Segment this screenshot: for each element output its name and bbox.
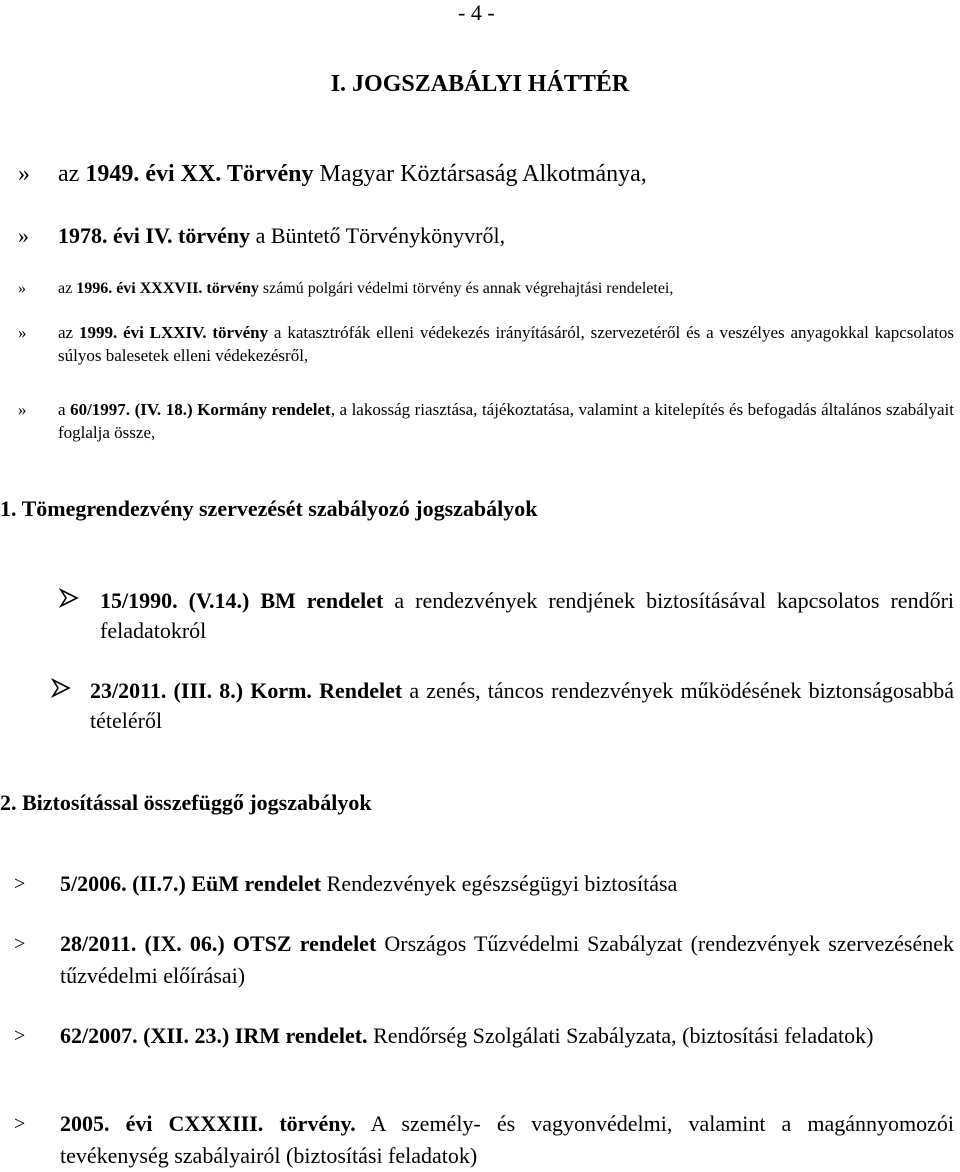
law-description: a katasztrófák elleni védekezés irányításáról, szervezetéről és a veszélyes anyagokkal kapcsolatos súlyos balesetek elleni védekezésről, xyxy=(58,323,955,365)
regulation-item xyxy=(0,868,954,900)
bullet-marker: » xyxy=(18,223,29,248)
arrowhead-bullet-icon xyxy=(50,677,72,699)
section-heading: 2. Biztosítással összefüggő jogszabályok xyxy=(0,790,372,815)
bullet-marker: » xyxy=(18,400,27,419)
law-item xyxy=(18,160,954,188)
law-description: Magyar Köztársaság Alkotmánya, xyxy=(313,161,647,187)
section-heading: 1. Tömegrendezvény szervezését szabályozó jogszabályok xyxy=(0,496,538,521)
law-reference: 1999. évi LXXIV. törvény xyxy=(78,323,269,342)
regulation-description: a rendezvények rendjének biztosításával kapcsolatos rendőri feladatokról xyxy=(100,588,955,643)
law-reference: 60/1997. (IV. 18.) Kormány rendelet xyxy=(70,400,331,419)
bullet-marker: » xyxy=(18,323,27,342)
law-prefix: a xyxy=(58,400,71,419)
bullet-marker: » xyxy=(18,161,30,187)
regulation-reference: 5/2006. (II.7.) EüM rendelet xyxy=(60,871,322,896)
law-item xyxy=(18,223,954,249)
law-reference: 1978. évi IV. törvény xyxy=(58,223,251,248)
law-prefix: az xyxy=(58,323,79,342)
law-reference: 1996. évi XXXVII. törvény xyxy=(76,280,259,297)
page-number: - 4 - xyxy=(458,0,495,25)
regulation-item xyxy=(0,1108,954,1172)
bullet-marker: > xyxy=(14,1025,26,1047)
law-item xyxy=(18,398,954,444)
bullet-marker: > xyxy=(14,1113,26,1135)
regulation-description: A személy- és vagyonvédelmi, valamint a magánnyomozói tevékenység szabályairól (biztosítási feladatok) xyxy=(60,1111,954,1168)
law-description: számú polgári védelmi törvény és annak végrehajtási rendeletei, xyxy=(258,280,674,297)
regulation-reference: 23/2011. (III. 8.) Korm. Rendelet xyxy=(90,678,403,703)
bullet-marker: > xyxy=(14,933,26,955)
law-description: a Büntető Törvénykönyvről, xyxy=(250,223,506,248)
law-description: , a lakosság riasztása, tájékoztatása, valamint a kitelepítés és befogadás általános szabályait foglalja össze, xyxy=(58,400,954,442)
regulation-item xyxy=(0,928,954,992)
regulation-item xyxy=(52,676,954,736)
bullet-marker: > xyxy=(14,873,26,895)
regulation-item xyxy=(0,1020,954,1052)
regulation-description: Országos Tűzvédelmi Szabályzat (rendezvények szervezésének tűzvédelmi előírásai) xyxy=(60,931,954,988)
law-prefix: az xyxy=(58,280,77,297)
law-reference: 1949. évi XX. Törvény xyxy=(85,161,314,187)
regulation-reference: 62/2007. (XII. 23.) IRM rendelet. xyxy=(60,1023,368,1048)
page-title: I. JOGSZABÁLYI HÁTTÉR xyxy=(330,71,630,97)
regulation-description: a zenés, táncos rendezvények működésének biztonságosabbá tételéről xyxy=(90,678,954,733)
regulation-description: Rendezvények egészségügyi biztosítása xyxy=(321,871,678,896)
law-item xyxy=(18,277,954,300)
law-prefix: az xyxy=(58,161,86,187)
law-item xyxy=(18,321,954,367)
regulation-reference: 28/2011. (IX. 06.) OTSZ rendelet xyxy=(60,931,377,956)
regulation-item xyxy=(60,586,954,646)
regulation-reference: 2005. évi CXXXIII. törvény. xyxy=(60,1111,356,1136)
bullet-marker: » xyxy=(18,280,26,297)
arrowhead-bullet-icon xyxy=(58,587,80,609)
regulation-reference: 15/1990. (V.14.) BM rendelet xyxy=(100,588,384,613)
regulation-description: Rendőrség Szolgálati Szabályzata, (biztosítási feladatok) xyxy=(367,1023,874,1048)
